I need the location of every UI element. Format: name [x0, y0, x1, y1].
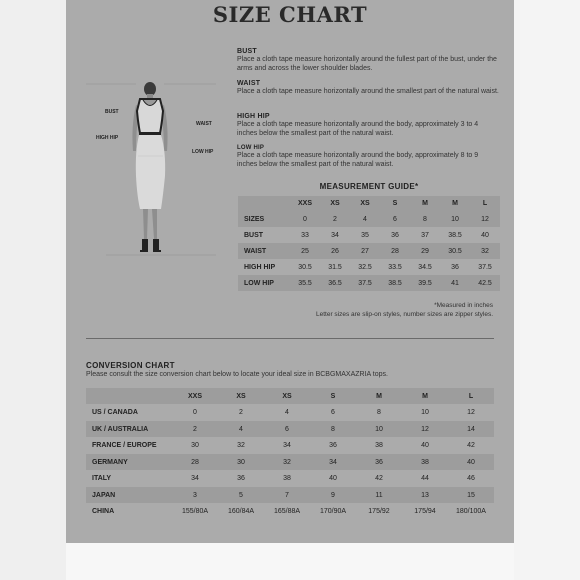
table-cell: 4: [285, 409, 289, 416]
row-label: ITALY: [92, 475, 112, 482]
table-cell: 30.5: [298, 263, 312, 271]
table-cell: 14: [448, 421, 494, 437]
table-cell: 10: [356, 421, 402, 437]
row-label: US / CANADA: [92, 409, 138, 416]
low-hip-description: [237, 145, 499, 169]
column-header: XS: [320, 196, 350, 211]
table-row: [86, 404, 494, 421]
table-cell: 2: [172, 421, 218, 437]
table-cell: 30.5: [440, 243, 470, 259]
table-cell: 39.5: [410, 275, 440, 291]
table-cell: 29: [410, 243, 440, 259]
high-hip-description: [237, 113, 499, 138]
figure-label-bust: BUST: [105, 109, 119, 115]
table-cell: 175/94: [414, 508, 436, 515]
bottom-background: [66, 543, 514, 580]
table-cell: 42: [467, 442, 475, 449]
table-cell: 170/90A: [319, 508, 347, 515]
table-row: [86, 437, 494, 454]
table-cell: 165/88A: [273, 508, 301, 515]
table-cell: 2: [239, 409, 243, 416]
column-header: M: [440, 196, 470, 211]
figure-label-low-hip: LOW HIP: [192, 149, 214, 155]
table-header-row: [86, 388, 494, 404]
table-cell: 10: [440, 211, 470, 227]
size-chart-sheet: [66, 0, 514, 543]
conversion-chart-table: [86, 388, 494, 520]
table-cell: 12: [467, 409, 475, 416]
table-cell: 33: [301, 231, 309, 239]
conversion-chart-title: CONVERSION CHART: [86, 361, 175, 370]
row-label: HIGH HIP: [244, 263, 276, 271]
row-label: JAPAN: [86, 487, 172, 503]
dress-illustration-icon: [86, 81, 216, 261]
section-divider: [86, 338, 494, 339]
table-cell: 41: [440, 275, 470, 291]
table-row: [86, 421, 494, 437]
column-header: M: [402, 388, 448, 404]
table-row: [238, 211, 500, 227]
row-label: GERMANY: [86, 454, 172, 470]
table-row: [238, 275, 500, 291]
table-cell: 34: [283, 442, 291, 449]
table-cell: 32: [264, 454, 310, 470]
table-cell: 42: [375, 475, 383, 482]
table-cell: 40: [329, 475, 337, 482]
table-cell: 38: [283, 475, 291, 482]
table-cell: 36: [356, 454, 402, 470]
table-cell: 6: [264, 421, 310, 437]
high-hip-text: Place a cloth tape measure horizontally around the body, approximately 3 to 4 inches below the smallest part of the natural waist.: [237, 121, 479, 137]
table-cell: 34: [331, 231, 339, 239]
table-cell: 32.5: [358, 263, 372, 271]
table-cell: 160/84A: [227, 508, 255, 515]
row-label: CHINA: [92, 508, 115, 515]
table-cell: 7: [264, 487, 310, 503]
table-row: [238, 227, 500, 243]
table-cell: 36.5: [320, 275, 350, 291]
column-header: M: [356, 388, 402, 404]
bust-heading: BUST: [237, 48, 257, 55]
column-header: XS: [264, 388, 310, 404]
table-cell: 33.5: [388, 263, 402, 271]
row-label: FRANCE / EUROPE: [92, 442, 157, 449]
table-cell: 8: [410, 211, 440, 227]
column-header: S: [380, 196, 410, 211]
row-label: SIZES: [238, 211, 290, 227]
table-cell: 12: [402, 421, 448, 437]
column-header: XXS: [290, 196, 320, 211]
table-cell: 27: [350, 243, 380, 259]
waist-text: Place a cloth tape measure horizontally around the smallest part of the natural waist.: [237, 88, 499, 95]
table-row: [86, 503, 494, 520]
table-row: [86, 487, 494, 503]
table-cell: 37.5: [350, 275, 380, 291]
page-title: SIZE CHART: [212, 2, 368, 27]
table-cell: 38.5: [448, 231, 462, 239]
table-cell: 28: [172, 454, 218, 470]
column-header: L: [470, 196, 500, 211]
table-cell: 8: [377, 409, 381, 416]
table-cell: 40: [448, 454, 494, 470]
measurement-guide-title: MEASUREMENT GUIDE*: [319, 182, 419, 191]
table-cell: 36: [391, 231, 399, 239]
table-cell: 37.5: [478, 263, 492, 271]
high-hip-heading: HIGH HIP: [237, 113, 270, 120]
table-cell: 34: [310, 454, 356, 470]
column-header: S: [310, 388, 356, 404]
table-cell: 34.5: [418, 263, 432, 271]
bust-text: Place a cloth tape measure horizontally around the fullest part of the bust, under the arms and across the lower shoulder blades.: [237, 56, 497, 72]
table-cell: 28: [380, 243, 410, 259]
column-header: L: [448, 388, 494, 404]
table-cell: 26: [320, 243, 350, 259]
table-row: [86, 454, 494, 470]
figure-label-high-hip: HIGH HIP: [96, 135, 119, 141]
table-cell: 44: [421, 475, 429, 482]
table-row: [86, 470, 494, 487]
dress-figure: [86, 81, 216, 261]
left-background: [0, 0, 66, 580]
table-row: [238, 243, 500, 259]
table-cell: 35: [361, 231, 369, 239]
table-cell: 180/100A: [456, 508, 486, 515]
table-cell: 40: [421, 442, 429, 449]
table-cell: 36: [237, 475, 245, 482]
waist-heading: WAIST: [237, 80, 261, 87]
table-cell: 32: [470, 243, 500, 259]
figure-label-waist: WAIST: [196, 121, 212, 127]
table-cell: 38: [402, 454, 448, 470]
table-cell: 40: [481, 231, 489, 239]
table-cell: 35.5: [290, 275, 320, 291]
bust-description: [237, 48, 499, 73]
table-cell: 4: [218, 421, 264, 437]
table-cell: 8: [310, 421, 356, 437]
table-cell: 31.5: [328, 263, 342, 271]
table-cell: 3: [172, 487, 218, 503]
table-cell: 5: [218, 487, 264, 503]
table-cell: 155/80A: [181, 508, 209, 515]
column-header: M: [410, 196, 440, 211]
table-cell: 15: [448, 487, 494, 503]
table-cell: 2: [320, 211, 350, 227]
table-cell: 4: [350, 211, 380, 227]
table-cell: 30: [218, 454, 264, 470]
table-cell: 32: [237, 442, 245, 449]
table-cell: 34: [191, 475, 199, 482]
table-cell: 11: [356, 487, 402, 503]
row-label: LOW HIP: [238, 275, 290, 291]
column-header: XS: [218, 388, 264, 404]
table-cell: 38.5: [380, 275, 410, 291]
table-cell: 36: [329, 442, 337, 449]
table-cell: 37: [421, 231, 429, 239]
table-cell: 25: [290, 243, 320, 259]
measured-note: *Measured in inches: [434, 302, 493, 309]
table-cell: 13: [402, 487, 448, 503]
table-header-row: [238, 196, 500, 211]
right-background: [514, 0, 580, 580]
style-note: Letter sizes are slip-on styles, number sizes are zipper styles.: [315, 311, 493, 318]
row-label: BUST: [244, 231, 264, 239]
table-cell: 30: [191, 442, 199, 449]
row-label: UK / AUSTRALIA: [86, 421, 172, 437]
table-cell: 42.5: [470, 275, 500, 291]
table-cell: 12: [470, 211, 500, 227]
table-cell: 36: [451, 263, 459, 271]
table-cell: 0: [193, 409, 197, 416]
table-row: [238, 259, 500, 275]
table-cell: 6: [331, 409, 335, 416]
low-hip-heading: LOW HIP: [237, 145, 265, 151]
row-label: WAIST: [238, 243, 290, 259]
table-cell: 6: [380, 211, 410, 227]
column-header: XS: [350, 196, 380, 211]
table-cell: 9: [310, 487, 356, 503]
waist-description: [237, 80, 499, 96]
measurement-guide-table: [238, 196, 500, 291]
table-cell: 0: [290, 211, 320, 227]
table-cell: 10: [421, 409, 429, 416]
table-cell: 38: [375, 442, 383, 449]
column-header: XXS: [172, 388, 218, 404]
table-cell: 175/92: [368, 508, 390, 515]
low-hip-text: Place a cloth tape measure horizontally around the body, approximately 8 to 9 inches below the smallest part of the natural waist.: [237, 152, 479, 168]
conversion-chart-subtitle: Please consult the size conversion chart below to locate your ideal size in BCBGMAXAZRIA tops.: [86, 371, 388, 378]
table-cell: 46: [467, 475, 475, 482]
